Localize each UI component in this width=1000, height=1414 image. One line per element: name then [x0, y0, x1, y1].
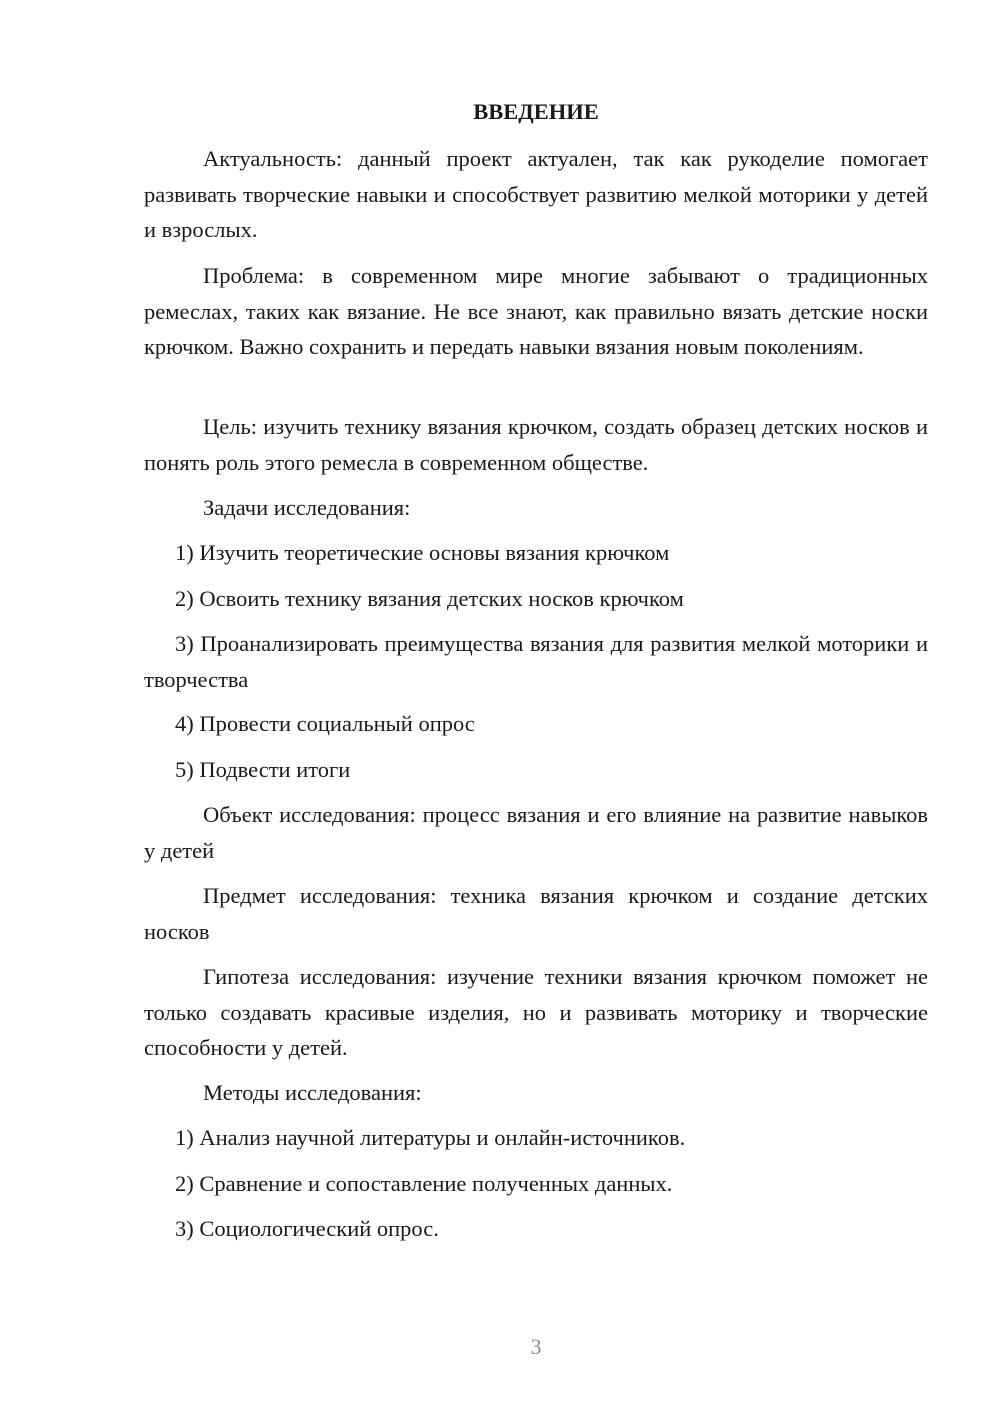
problem-paragraph: Проблема: в современном мире многие забывают о традиционных ремеслах, таких как вязание. Не все знают, как правильно вязать детские носки крючком. Важно сохранить и передать навыки вязания новым поколениям. — [144, 263, 928, 359]
methods-title: Методы исследования: — [203, 1080, 422, 1105]
task-item: 2) Освоить технику вязания детских носков крючком — [175, 586, 684, 611]
page-number: 3 — [530, 1334, 542, 1359]
method-item: 1) Анализ научной литературы и онлайн-источников. — [175, 1125, 686, 1150]
relevance-paragraph: Актуальность: данный проект актуален, так как рукоделие помогает развивать творческие навыки и способствует развитию мелкой моторики у детей и взрослых. — [144, 146, 928, 242]
method-item: 2) Сравнение и сопоставление полученных данных. — [175, 1171, 673, 1196]
task-item: 5) Подвести итоги — [175, 757, 351, 782]
task-item: 1) Изучить теоретические основы вязания крючком — [175, 540, 670, 565]
object-paragraph: Объект исследования: процесс вязания и его влияние на развитие навыков у детей — [144, 802, 928, 863]
task-item: 4) Провести социальный опрос — [175, 711, 475, 736]
goal-paragraph: Цель: изучить технику вязания крючком, создать образец детских носков и понять роль этого ремесла в современном обществе. — [144, 414, 928, 475]
tasks-title: Задачи исследования: — [203, 495, 411, 520]
hypothesis-paragraph: Гипотеза исследования: изучение техники вязания крючком поможет не только создавать красивые изделия, но и развивать моторику и творческие способности у детей. — [144, 964, 928, 1060]
section-heading: ВВЕДЕНИЕ — [473, 99, 599, 124]
subject-paragraph: Предмет исследования: техника вязания крючком и создание детских носков — [144, 883, 928, 944]
method-item: 3) Социологический опрос. — [175, 1216, 439, 1241]
task-item: 3) Проанализировать преимущества вязания для развития мелкой моторики и творчества — [144, 631, 928, 692]
